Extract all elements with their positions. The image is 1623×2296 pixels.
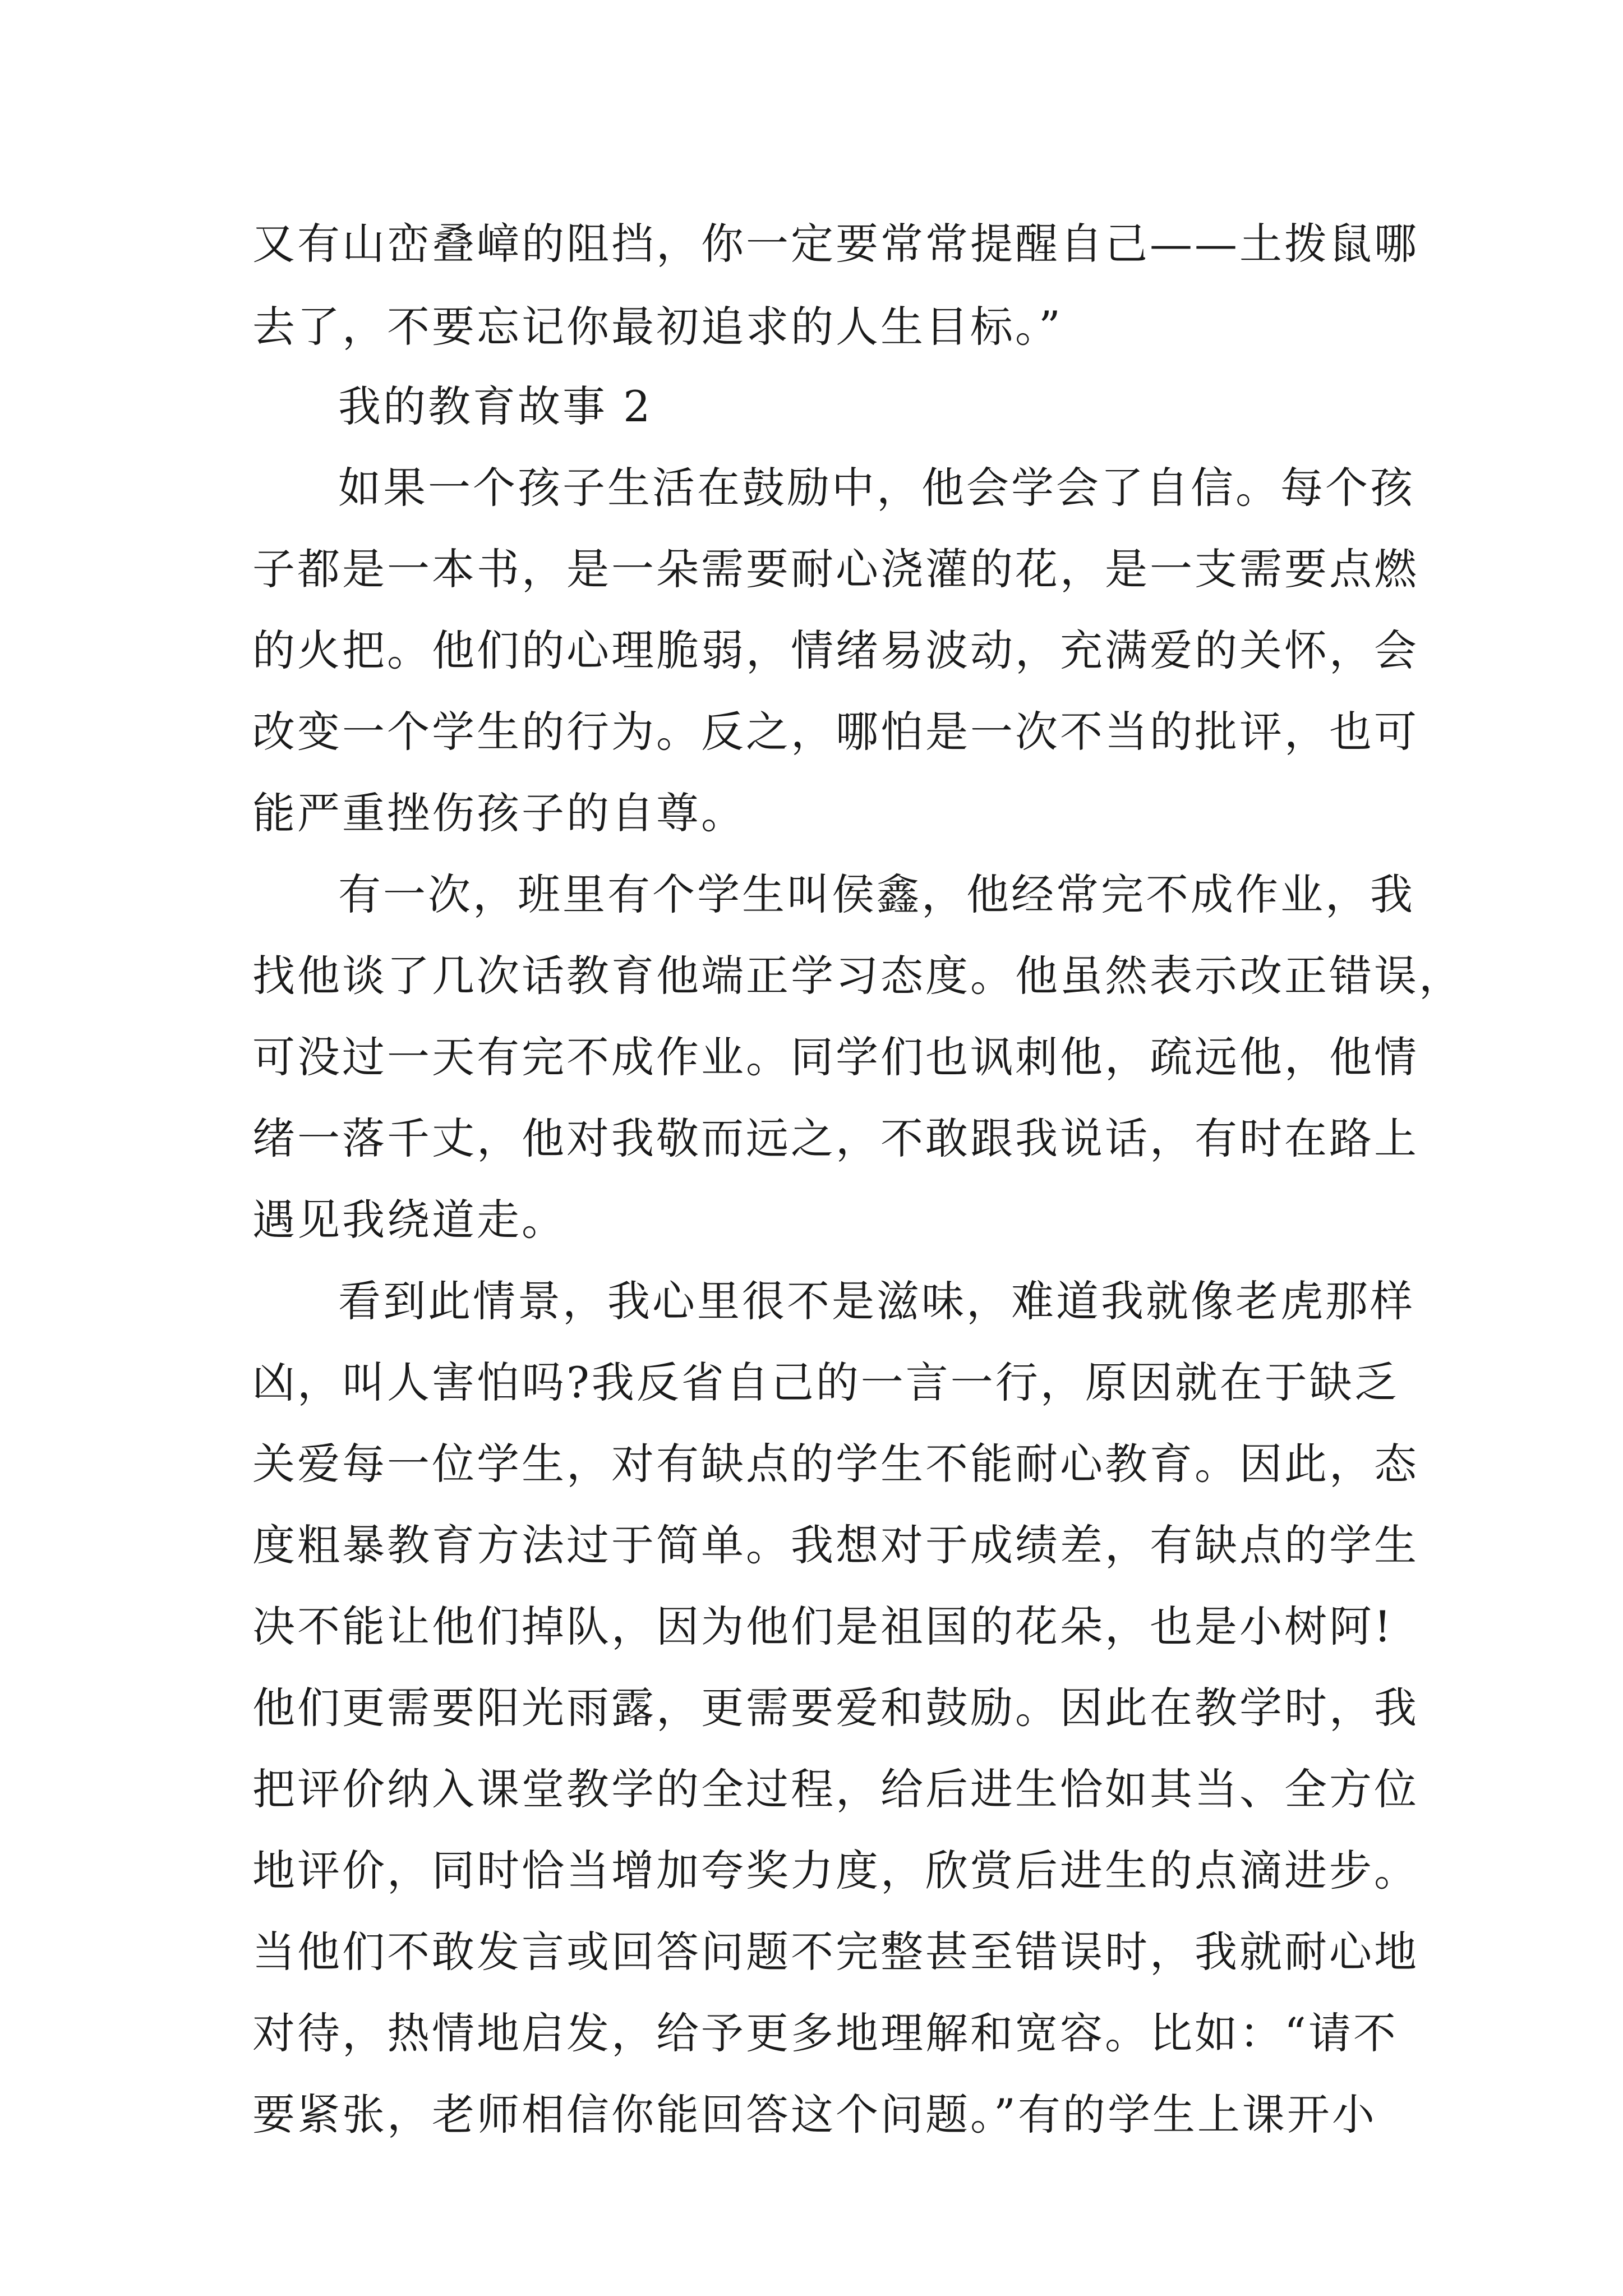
text-line: 当他们不敢发言或回答问题不完整甚至错误时，我就耐心地	[252, 1927, 1419, 1977]
text-line: 可没过一天有完不成作业。同学们也讽刺他，疏远他，他情	[252, 1032, 1419, 1082]
paragraph-start: 有一次，班里有个学生叫侯鑫，他经常完不成作业，我	[338, 869, 1415, 919]
text-line: 又有山峦叠嶂的阻挡，你一定要常常提醒自己——土拨鼠哪	[252, 219, 1419, 269]
text-line: 能严重挫伤孩子的自尊。	[252, 788, 746, 838]
text-line: 凶，叫人害怕吗?我反省自己的一言一行，原因就在于缺乏	[252, 1358, 1399, 1407]
text-line: 度粗暴教育方法过于简单。我想对于成绩差，有缺点的学生	[252, 1520, 1419, 1570]
text-line: 关爱每一位学生，对有缺点的学生不能耐心教育。因此，态	[252, 1439, 1419, 1489]
text-line: 决不能让他们掉队，因为他们是祖国的花朵，也是小树阿!	[252, 1602, 1394, 1651]
text-line: 子都是一本书，是一朵需要耐心浇灌的花，是一支需要点燃	[252, 544, 1419, 594]
text-line: 改变一个学生的行为。反之，哪怕是一次不当的批评，也可	[252, 707, 1419, 757]
text-line: 地评价，同时恰当增加夸奖力度，欣赏后进生的点滴进步。	[252, 1846, 1419, 1895]
section-heading: 我的教育故事 2	[338, 381, 653, 431]
text-line: 把评价纳入课堂教学的全过程，给后进生恰如其当、全方位	[252, 1764, 1419, 1814]
text-line: 遇见我绕道走。	[252, 1195, 566, 1245]
paragraph-start: 看到此情景，我心里很不是滋味，难道我就像老虎那样	[338, 1276, 1415, 1326]
text-line: 对待，热情地启发，给予更多地理解和宽容。比如：“请不	[252, 2008, 1398, 2058]
text-line: 绪一落千丈，他对我敬而远之，不敢跟我说话，有时在路上	[252, 1114, 1419, 1163]
text-line: 他们更需要阳光雨露，更需要爱和鼓励。因此在教学时，我	[252, 1683, 1419, 1733]
text-line: 找他谈了几次话教育他端正学习态度。他虽然表示改正错误，	[252, 951, 1464, 1001]
text-line: 去了，不要忘记你最初追求的人生目标。”	[252, 302, 1063, 352]
text-line: 要紧张，老师相信你能回答这个问题。”有的学生上课开小	[252, 2090, 1377, 2139]
paragraph-start: 如果一个孩子生活在鼓励中，他会学会了自信。每个孩	[338, 463, 1415, 513]
text-line: 的火把。他们的心理脆弱，情绪易波动，充满爱的关怀，会	[252, 625, 1419, 675]
